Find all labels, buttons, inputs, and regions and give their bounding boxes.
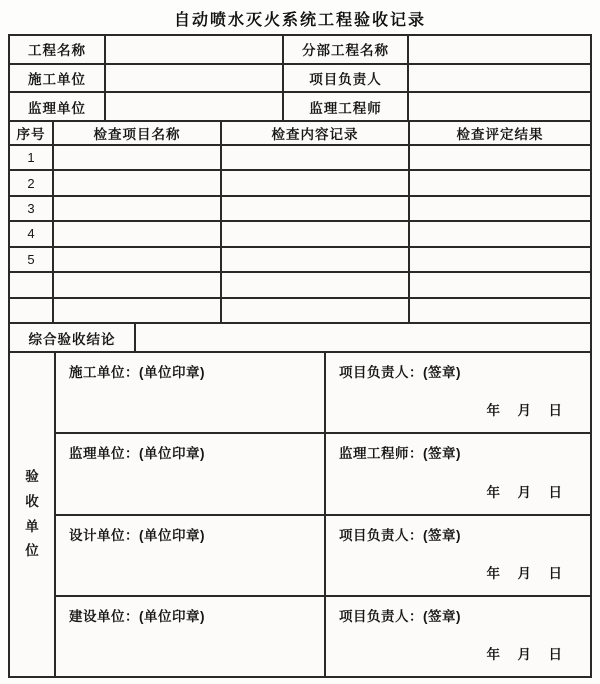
header-check-result: 检查评定结果 — [410, 122, 590, 144]
row-number: 5 — [10, 248, 52, 271]
row-number: 3 — [10, 197, 52, 220]
construction-project-manager-sign-label: 项目负责人：(签章) — [339, 365, 461, 380]
check-result-cell[interactable] — [410, 197, 590, 220]
owner-unit-seal-label: 建设单位：(单位印章) — [69, 608, 205, 624]
conclusion-label: 综合验收结论 — [10, 324, 134, 351]
sub-project-name-field[interactable] — [409, 36, 590, 63]
check-item-cell[interactable] — [54, 171, 220, 194]
date-year-month-day: 年 月 日 — [486, 403, 564, 419]
supervision-unit-seal-cell[interactable] — [56, 434, 324, 513]
construction-unit-label: 施工单位 — [10, 65, 104, 92]
design-project-manager-sign-cell[interactable] — [326, 516, 590, 595]
check-record-cell[interactable] — [222, 248, 408, 271]
acceptance-unit-side-label — [10, 353, 54, 676]
checklist-table — [10, 122, 590, 322]
check-result-cell[interactable] — [410, 171, 590, 194]
acceptance-unit-side-label-text: 验收单位 — [25, 468, 39, 559]
acceptance-form — [8, 34, 592, 678]
project-name-label: 工程名称 — [10, 36, 104, 63]
header-check-item-name: 检查项目名称 — [54, 122, 220, 144]
check-record-cell[interactable] — [222, 197, 408, 220]
date-year-month-day: 年 月 日 — [486, 565, 564, 581]
acceptance-signature-table — [10, 353, 590, 676]
supervision-engineer-field[interactable] — [409, 93, 590, 120]
check-item-cell[interactable] — [54, 299, 220, 322]
project-name-field[interactable] — [106, 36, 282, 63]
row-number: 4 — [10, 222, 52, 245]
design-project-manager-sign-label: 项目负责人：(签章) — [339, 527, 461, 543]
construction-unit-field[interactable] — [106, 65, 282, 92]
conclusion-field[interactable] — [136, 324, 590, 351]
supervision-engineer-sign-label: 监理工程师：(签章) — [339, 446, 461, 462]
design-unit-seal-label: 设计单位：(单位印章) — [69, 527, 205, 543]
construction-unit-seal-cell[interactable] — [56, 353, 324, 432]
supervision-engineer-label: 监理工程师 — [284, 93, 407, 120]
check-record-cell[interactable] — [222, 171, 408, 194]
project-manager-field[interactable] — [409, 65, 590, 92]
construction-project-manager-sign-cell[interactable] — [326, 353, 590, 432]
check-item-cell[interactable] — [54, 273, 220, 296]
owner-project-manager-sign-label: 项目负责人：(签章) — [339, 608, 461, 624]
owner-project-manager-sign-cell[interactable] — [326, 597, 590, 676]
supervision-unit-label: 监理单位 — [10, 93, 104, 120]
supervision-unit-field[interactable] — [106, 93, 282, 120]
sub-project-name-label: 分部工程名称 — [284, 36, 407, 63]
header-check-content-record: 检查内容记录 — [222, 122, 408, 144]
row-number — [10, 273, 52, 296]
supervision-unit-seal-label: 监理单位：(单位印章) — [69, 446, 205, 462]
check-record-cell[interactable] — [222, 222, 408, 245]
check-record-cell[interactable] — [222, 146, 408, 169]
design-unit-seal-cell[interactable] — [56, 516, 324, 595]
owner-unit-seal-cell[interactable] — [56, 597, 324, 676]
row-number: 1 — [10, 146, 52, 169]
check-result-cell[interactable] — [410, 273, 590, 296]
row-number: 2 — [10, 171, 52, 194]
header-serial-number: 序号 — [10, 122, 52, 144]
row-number — [10, 299, 52, 322]
check-item-cell[interactable] — [54, 197, 220, 220]
date-year-month-day: 年 月 日 — [486, 484, 564, 500]
conclusion-row — [10, 324, 590, 351]
project-info-table — [10, 36, 590, 120]
construction-unit-seal-label: 施工单位：(单位印章) — [69, 365, 205, 380]
check-result-cell[interactable] — [410, 146, 590, 169]
project-manager-label: 项目负责人 — [284, 65, 407, 92]
check-result-cell[interactable] — [410, 299, 590, 322]
check-record-cell[interactable] — [222, 273, 408, 296]
check-result-cell[interactable] — [410, 222, 590, 245]
check-record-cell[interactable] — [222, 299, 408, 322]
check-item-cell[interactable] — [54, 222, 220, 245]
check-item-cell[interactable] — [54, 146, 220, 169]
page-title: 自动喷水灭火系统工程验收记录 — [173, 12, 426, 29]
check-result-cell[interactable] — [410, 248, 590, 271]
check-item-cell[interactable] — [54, 248, 220, 271]
date-year-month-day: 年 月 日 — [486, 647, 564, 662]
supervision-engineer-sign-cell[interactable] — [326, 434, 590, 513]
